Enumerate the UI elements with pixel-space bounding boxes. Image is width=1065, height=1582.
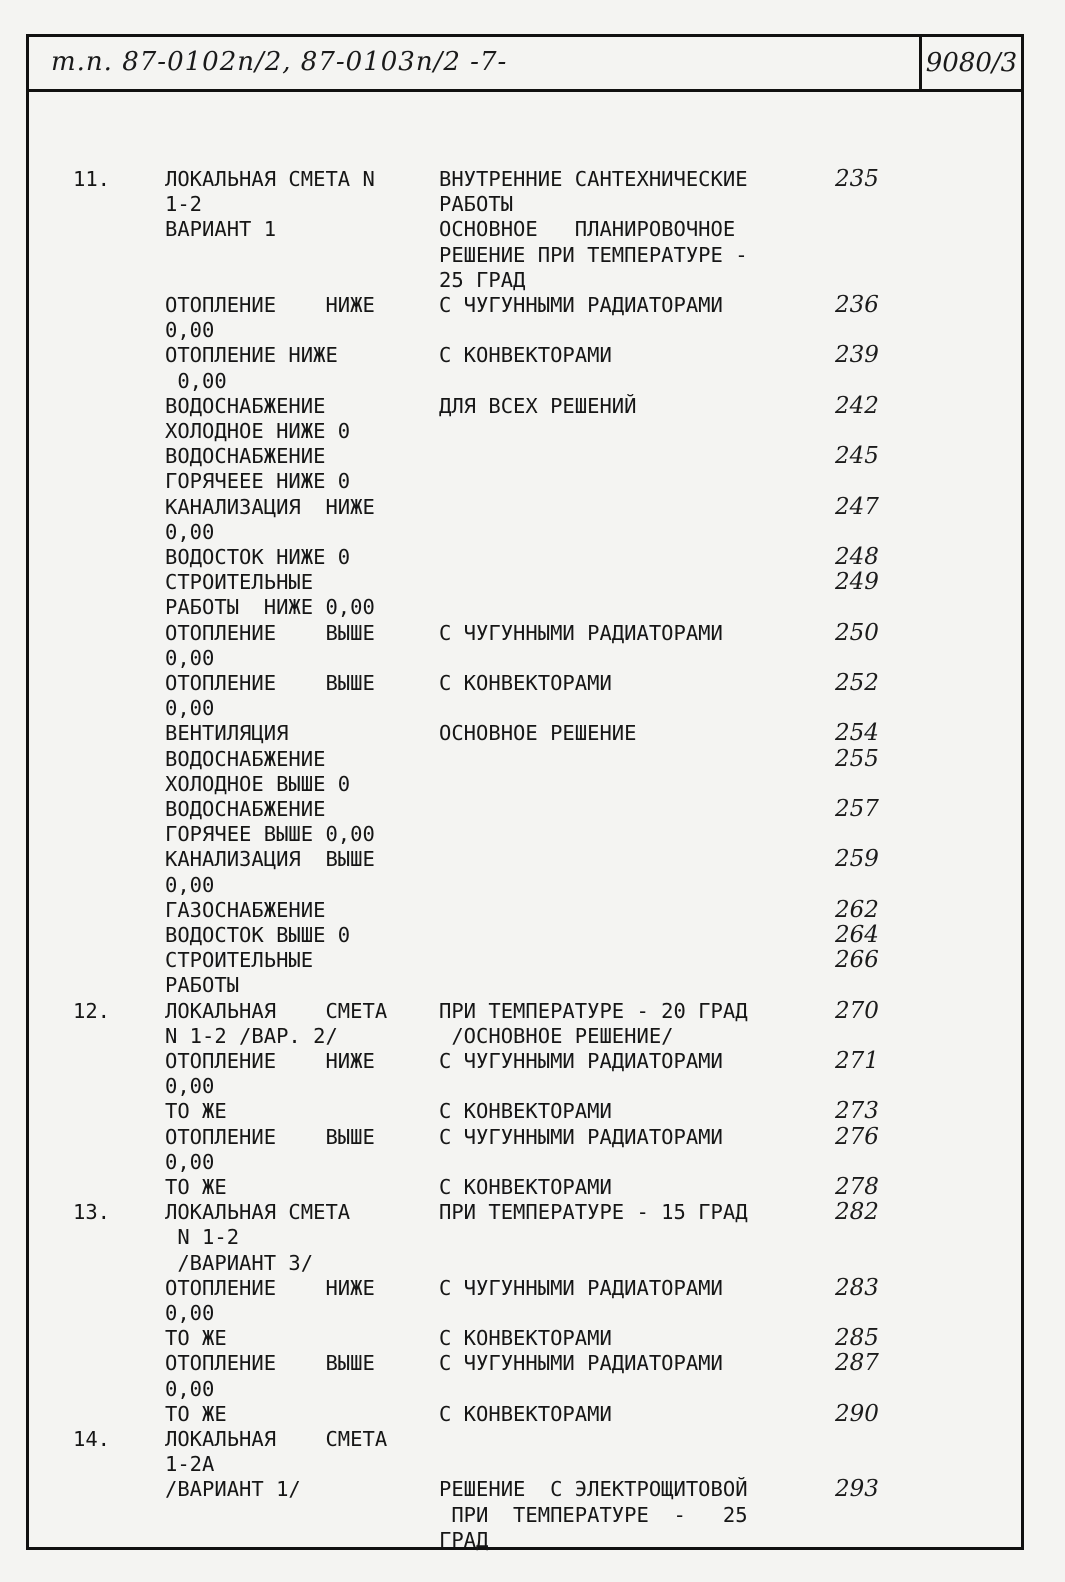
item-title: 0,00 (165, 318, 215, 343)
item-title: ВОДОСНАБЖЕНИЕ (165, 444, 326, 469)
item-page: 239 (835, 342, 879, 369)
item-title: ХОЛОДНОЕ ВЫШЕ 0 (165, 771, 351, 796)
contents-list (29, 92, 1021, 1552)
item-title: 0,00 (165, 872, 215, 897)
item-page: 285 (835, 1325, 879, 1352)
item-title: ОТОПЛЕНИЕ ВЫШЕ (165, 671, 375, 695)
item-number: 13. (73, 1200, 111, 1225)
item-title: N 1-2 (165, 1225, 240, 1250)
item-description: ОСНОВНОЕ ПЛАНИРОВОЧНОЕ (439, 217, 736, 242)
item-page: 259 (835, 846, 879, 873)
item-page: 283 (835, 1274, 879, 1301)
item-title: КАНАЛИЗАЦИЯ НИЖЕ (165, 494, 375, 519)
item-title: ОТОПЛЕНИЕ ВЫШЕ (165, 1124, 375, 1149)
item-description: С КОНВЕКТОРАМИ (439, 343, 612, 368)
item-description: ПРИ ТЕМПЕРАТУРЕ - 25 (439, 1502, 748, 1527)
item-title: РАБОТЫ (165, 973, 240, 998)
item-title: ГОРЯЧЕЕЕ НИЖЕ 0 (165, 469, 351, 494)
item-description: РАБОТЫ (439, 192, 514, 217)
item-title: ЛОКАЛЬНАЯ СМЕТА (165, 1200, 351, 1225)
item-title: ТО ЖЕ (165, 1326, 227, 1351)
item-title: 0,00 (165, 368, 227, 393)
item-description: С ЧУГУННЫМИ РАДИАТОРАМИ (439, 293, 723, 317)
item-title: /ВАРИАНТ 1/ (165, 1477, 301, 1502)
item-title: ТО ЖЕ (165, 1099, 227, 1124)
item-description: ПРИ ТЕМПЕРАТУРЕ - 15 ГРАД (439, 1200, 748, 1225)
item-title: ВОДОСТОК НИЖЕ 0 (165, 545, 351, 569)
item-page: 293 (835, 1476, 879, 1503)
item-description: С КОНВЕКТОРАМИ (439, 671, 612, 695)
item-description: ВНУТРЕННИЕ САНТЕХНИЧЕСКИЕ (439, 167, 748, 191)
item-title: 0,00 (165, 1301, 215, 1325)
item-description: С ЧУГУННЫМИ РАДИАТОРАМИ (439, 1124, 723, 1149)
item-page: 282 (835, 1199, 879, 1226)
item-title: 0,00 (165, 1074, 215, 1099)
item-page: 266 (835, 947, 879, 974)
item-description: С ЧУГУННЫМИ РАДИАТОРАМИ (439, 1275, 723, 1300)
item-title: ВЕНТИЛЯЦИЯ (165, 721, 289, 746)
item-description: 25 ГРАД (439, 267, 526, 292)
item-title: 1-2 (165, 192, 203, 217)
item-title: ГАЗОСНАБЖЕНИЕ (165, 897, 326, 922)
item-page: 249 (835, 569, 879, 596)
item-page: 235 (835, 166, 879, 192)
item-description: С ЧУГУННЫМИ РАДИАТОРАМИ (439, 1049, 723, 1073)
item-page: 247 (835, 493, 879, 520)
item-title: ОТОПЛЕНИЕ НИЖЕ (165, 1275, 375, 1300)
item-title: ЛОКАЛЬНАЯ СМЕТА (165, 1427, 388, 1451)
item-page: 290 (835, 1400, 879, 1427)
item-title: ОТОПЛЕНИЕ ВЫШЕ (165, 1351, 375, 1376)
item-description: С ЧУГУННЫМИ РАДИАТОРАМИ (439, 1351, 723, 1376)
item-title: 0,00 (165, 519, 215, 544)
item-page: 254 (835, 720, 879, 747)
item-description: ДЛЯ ВСЕХ РЕШЕНИЙ (439, 393, 637, 418)
item-description: С КОНВЕКТОРАМИ (439, 1099, 612, 1124)
item-title: СТРОИТЕЛЬНЫЕ (165, 570, 314, 595)
item-description: С КОНВЕКТОРАМИ (439, 1175, 612, 1199)
item-page: 245 (835, 443, 879, 470)
item-page: 264 (835, 922, 879, 948)
item-description: /ОСНОВНОЕ РЕШЕНИЕ/ (439, 1023, 674, 1048)
item-page: 270 (835, 997, 879, 1024)
item-description: РЕШЕНИЕ С ЭЛЕКТРОЩИТОВОЙ (439, 1477, 748, 1502)
item-title: ОТОПЛЕНИЕ ВЫШЕ (165, 620, 375, 645)
item-title: ХОЛОДНОЕ НИЖЕ 0 (165, 419, 351, 443)
document-header (29, 37, 1021, 92)
sheet-number: 9080/3 (919, 37, 1021, 89)
item-page: 248 (835, 544, 879, 570)
item-title: РАБОТЫ НИЖЕ 0,00 (165, 595, 375, 620)
item-title: ОТОПЛЕНИЕ НИЖЕ (165, 293, 375, 317)
item-page: 262 (835, 896, 879, 923)
document-sheet (26, 34, 1024, 1550)
item-title: ТО ЖЕ (165, 1401, 227, 1426)
item-page: 276 (835, 1123, 879, 1150)
item-title: ВАРИАНТ 1 (165, 217, 277, 242)
item-title: ВОДОСНАБЖЕНИЕ (165, 746, 326, 771)
item-page: 242 (835, 392, 879, 419)
document-code: т.п. 87-0102п/2, 87-0103п/2 -7- (51, 47, 508, 77)
item-number: 11. (73, 167, 111, 191)
item-description: С КОНВЕКТОРАМИ (439, 1326, 612, 1351)
item-title: ЛОКАЛЬНАЯ СМЕТА (165, 998, 388, 1023)
item-title: ОТОПЛЕНИЕ НИЖЕ (165, 343, 338, 368)
item-title: СТРОИТЕЛЬНЫЕ (165, 948, 314, 973)
item-title: КАНАЛИЗАЦИЯ ВЫШЕ (165, 847, 375, 872)
item-title: ГОРЯЧЕЕ ВЫШЕ 0,00 (165, 822, 375, 847)
item-description: ПРИ ТЕМПЕРАТУРЕ - 20 ГРАД (439, 998, 748, 1023)
item-page: 287 (835, 1350, 879, 1377)
item-title: 0,00 (165, 645, 215, 670)
item-description: С ЧУГУННЫМИ РАДИАТОРАМИ (439, 620, 723, 645)
item-page: 250 (835, 619, 879, 646)
item-number: 12. (73, 998, 111, 1023)
item-title: 1-2А (165, 1452, 215, 1477)
item-title: ЛОКАЛЬНАЯ СМЕТА N (165, 167, 375, 191)
item-description: ГРАД (439, 1527, 489, 1552)
item-title: /ВАРИАНТ 3/ (165, 1250, 314, 1275)
item-page: 271 (835, 1048, 879, 1074)
item-description: ОСНОВНОЕ РЕШЕНИЕ (439, 721, 637, 746)
item-page: 236 (835, 292, 879, 318)
item-page: 273 (835, 1098, 879, 1125)
item-title: N 1-2 /ВАР. 2/ (165, 1023, 338, 1048)
item-title: 0,00 (165, 696, 215, 721)
item-title: ОТОПЛЕНИЕ НИЖЕ (165, 1049, 375, 1073)
item-description: РЕШЕНИЕ ПРИ ТЕМПЕРАТУРЕ - (439, 242, 748, 267)
item-title: ВОДОСНАБЖЕНИЕ (165, 797, 326, 821)
item-title: ТО ЖЕ (165, 1175, 227, 1199)
item-number: 14. (73, 1427, 111, 1451)
item-title: ВОДОСТОК ВЫШЕ 0 (165, 923, 351, 947)
item-description: С КОНВЕКТОРАМИ (439, 1401, 612, 1426)
item-page: 255 (835, 745, 879, 772)
item-page: 278 (835, 1174, 879, 1200)
item-page: 252 (835, 670, 879, 696)
item-title: 0,00 (165, 1149, 215, 1174)
item-title: ВОДОСНАБЖЕНИЕ (165, 393, 326, 418)
item-title: 0,00 (165, 1376, 215, 1401)
item-page: 257 (835, 796, 879, 822)
